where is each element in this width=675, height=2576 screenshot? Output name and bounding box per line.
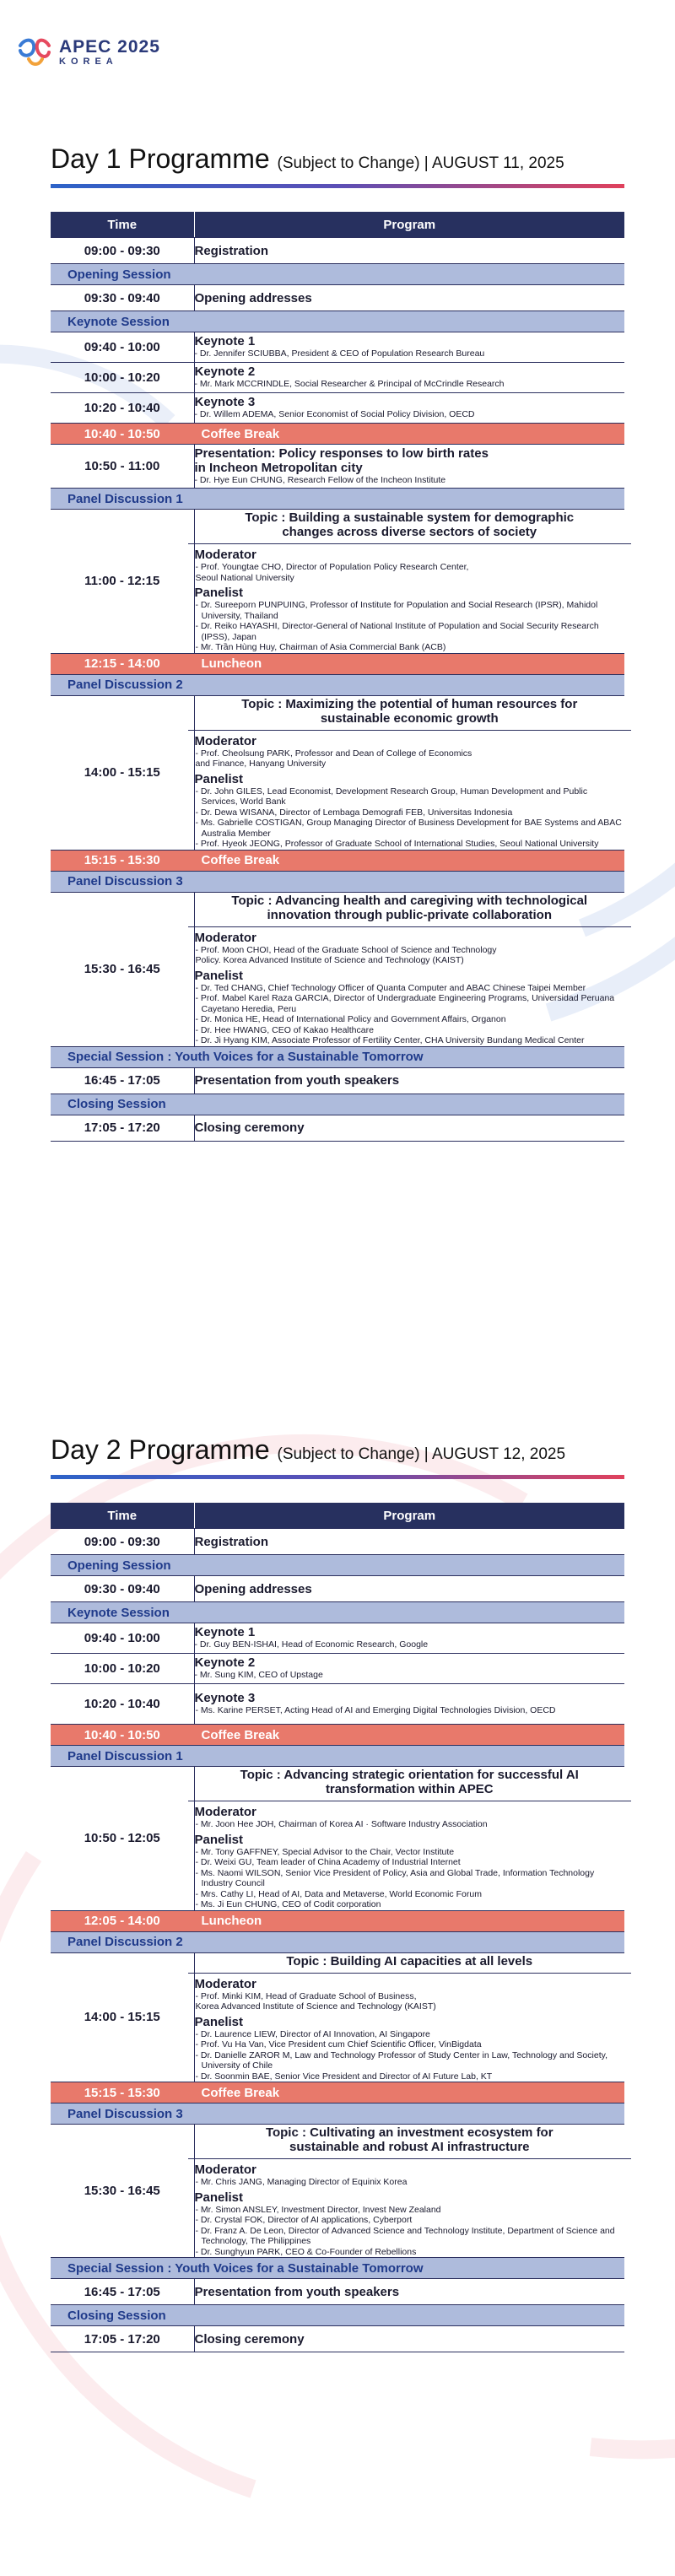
table-header [51,212,624,238]
keynote-row: 10:00 - 10:20 Keynote 2 - Mr. Mark MCCRINDLE, Social Researcher & Principal of McCrindle Research [51,363,624,393]
table-row: 16:45 - 17:05 Presentation from youth speakers [51,1067,624,1094]
break-row: 10:40 - 10:50 Coffee Break [51,1725,624,1746]
time-column-header: Time [51,212,194,238]
day2-table [51,1503,624,2352]
presentation-row: 10:50 - 11:00 Presentation: Policy responses to low birth rates in Incheon Metropolitan city - Dr. Hye Eun CHUNG, Research Fellow of the Incheon Institute [51,445,624,489]
session-row: Panel Discussion 2 [51,1931,624,1952]
time-column-header: Time [51,1503,194,1529]
session-row: Special Session : Youth Voices for a Sustainable Tomorrow [51,2258,624,2279]
title-underline [51,184,624,188]
day2-subtitle: (Subject to Change) [277,1445,420,1463]
session-row: Panel Discussion 3 [51,871,624,892]
day1-title: Day 1 Programme [51,143,270,174]
panel-row: 10:50 - 12:05 Topic : Advancing strategic orientation for successful AI transformation within APEC Moderator - Mr. Joon Hee JOH, Chairman of Korea AI · Software Industry Association Panelist - Mr. Tony GAFFNEY, Special Advisor to the Chair, Vector Institute - Dr. Weixi GU, Team leader of China Academy of Industrial Internet - Ms. Naomi WILSON, Senior Vice President of Policy, Asia and Global Trade, Information Technology Industry Council - Mrs. Cathy LI, Head of AI, Data and Metaverse, World Economic Forum - Ms. Ji Eun CHUNG, CEO of Codit corporation [51,1767,624,1911]
table-header [51,1503,624,1529]
table-row: 09:30 - 09:40 Opening addresses [51,285,624,311]
day2-heading: Day 2 Programme (Subject to Change) | AUGUST 12, 2025 [51,1434,566,1465]
panel-row: 14:00 - 15:15 Topic : Maximizing the potential of human resources for sustainable economic growth Moderator - Prof. Cheolsung PARK, Professor and Dean of College of Economics and Finance, Hanyang University Panelist - Dr. John GILES, Lead Economist, Development Research Group, Human Development and Public Services, World Bank - Dr. Dewa WISANA, Director of Lembaga Demografi FEB, Universitas Indonesia - Ms. Gabrielle COSTIGAN, Group Managing Director of Business Development for BAE Systems and ABAC Australia Member - Prof. Hyeok JEONG, Professor of Graduate School of International Studies, Seoul National University [51,695,624,850]
keynote-row: 10:20 - 10:40 Keynote 3 - Dr. Willem ADEMA, Senior Economist of Social Policy Division, OECD [51,393,624,424]
keynote-row: 10:00 - 10:20 Keynote 2 - Mr. Sung KIM, CEO of Upstage [51,1654,624,1684]
table-row: 17:05 - 17:20 Closing ceremony [51,1115,624,1141]
program-column-header: Program [194,1503,624,1529]
table-row: 09:00 - 09:30 Registration [51,238,624,264]
session-row: Panel Discussion 1 [51,1746,624,1767]
logo-title: APEC 2025 [59,37,160,57]
session-row: Keynote Session [51,311,624,332]
day2-title: Day 2 Programme [51,1434,270,1465]
break-row: 15:15 - 15:30 Coffee Break [51,2082,624,2103]
table-row: 16:45 - 17:05 Presentation from youth speakers [51,2279,624,2305]
apec-logo [17,35,160,69]
table-row: 17:05 - 17:20 Closing ceremony [51,2326,624,2352]
table-row: 09:30 - 09:40 Opening addresses [51,1576,624,1602]
day1-table [51,212,624,1142]
apec-emblem-icon [17,35,52,69]
day2-section [51,1434,624,2352]
panel-row: 15:30 - 16:45 Topic : Advancing health and caregiving with technological innovation through public-private collaboration Moderator - Prof. Moon CHOI, Head of the Graduate School of Science and Technology Policy. Korea Advanced Institute of Science and Technology (KAIST) Panelist - Dr. Ted CHANG, Chief Technology Officer of Quanta Computer and ABAC Chinese Taipei Member - Prof. Mabel Karel Raza GARCIA, Director of Undergraduate Engineering Programs, Universidad Peruana Cayetano Heredia, Peru - Dr. Monica HE, Head of International Policy and Government Affairs, Organon - Dr. Hee HWANG, CEO of Kakao Healthcare - Dr. Ji Hyang KIM, Associate Professor of Fertility Center, CHA University Bundang Medical Center [51,892,624,1046]
program-column-header: Program [194,212,624,238]
session-row: Panel Discussion 3 [51,2103,624,2125]
session-row: Opening Session [51,1555,624,1576]
session-row: Closing Session [51,2305,624,2326]
day1-heading: Day 1 Programme (Subject to Change) | AUGUST 11, 2025 [51,143,564,174]
session-row: Panel Discussion 2 [51,674,624,695]
day2-date: AUGUST 12, 2025 [431,1445,566,1463]
break-row: 12:05 - 14:00 Luncheon [51,1910,624,1931]
table-row: 09:00 - 09:30 Registration [51,1529,624,1555]
session-row: Special Session : Youth Voices for a Sustainable Tomorrow [51,1046,624,1067]
break-row: 10:40 - 10:50 Coffee Break [51,424,624,445]
break-row: 15:15 - 15:30 Coffee Break [51,850,624,871]
panel-row: 14:00 - 15:15 Topic : Building AI capacities at all levels Moderator - Prof. Minki KIM, Head of Graduate School of Business, Korea Advanced Institute of Science and Technology (KAIST) Panelist - Dr. Laurence LIEW, Director of AI Innovation, AI Singapore - Prof. Vu Ha Van, Vice President cum Chief Scientific Officer, VinBigdata - Dr. Danielle ZAROR M, Law and Technology Professor of Study Center in Law, Technology and Society, University of Chile - Dr. Soonmin BAE, Senior Vice President and Director of AI Future Lab, KT [51,1952,624,2082]
panel-row: 15:30 - 16:45 Topic : Cultivating an investment ecosystem for sustainable and robust AI infrastructure Moderator - Mr. Chris JANG, Managing Director of Equinix Korea Panelist - Mr. Simon ANSLEY, Investment Director, Invest New Zealand - Dr. Crystal FOK, Director of AI applications, Cyberport - Dr. Franz A. De Leon, Director of Advanced Science and Technology Institute, Department of Science and Technology, The Philippines - Dr. Sunghyun PARK, CEO & Co-Founder of Rebellions [51,2125,624,2258]
logo-subtitle: KOREA [59,57,118,67]
session-row: Opening Session [51,264,624,285]
session-row: Closing Session [51,1094,624,1115]
day1-section [51,143,624,1142]
panel-row: 11:00 - 12:15 Topic : Building a sustainable system for demographic changes across diverse sectors of society Moderator - Prof. Youngtae CHO, Director of Population Policy Research Center, Seoul National University Panelist - Dr. Sureeporn PUNPUING, Professor of Institute for Population and Social Research (IPSR), Mahidol University, Thailand - Dr. Reiko HAYASHI, Director-General of National Institute of Population and Social Security Research (IPSS), Japan - Mr. Trần Hùng Huy, Chairman of Asia Commercial Bank (ACB) [51,510,624,654]
keynote-row: 09:40 - 10:00 Keynote 1 - Dr. Jennifer SCIUBBA, President & CEO of Population Research Bureau [51,332,624,363]
session-row: Panel Discussion 1 [51,489,624,510]
day1-date: AUGUST 11, 2025 [431,154,564,172]
keynote-row: 10:20 - 10:40 Keynote 3 - Ms. Karine PERSET, Acting Head of AI and Emerging Digital Technologies Division, OECD [51,1684,624,1725]
day1-subtitle: (Subject to Change) [277,154,420,172]
title-underline [51,1475,624,1479]
keynote-row: 09:40 - 10:00 Keynote 1 - Dr. Guy BEN-ISHAI, Head of Economic Research, Google [51,1623,624,1654]
break-row: 12:15 - 14:00 Luncheon [51,653,624,674]
session-row: Keynote Session [51,1602,624,1623]
